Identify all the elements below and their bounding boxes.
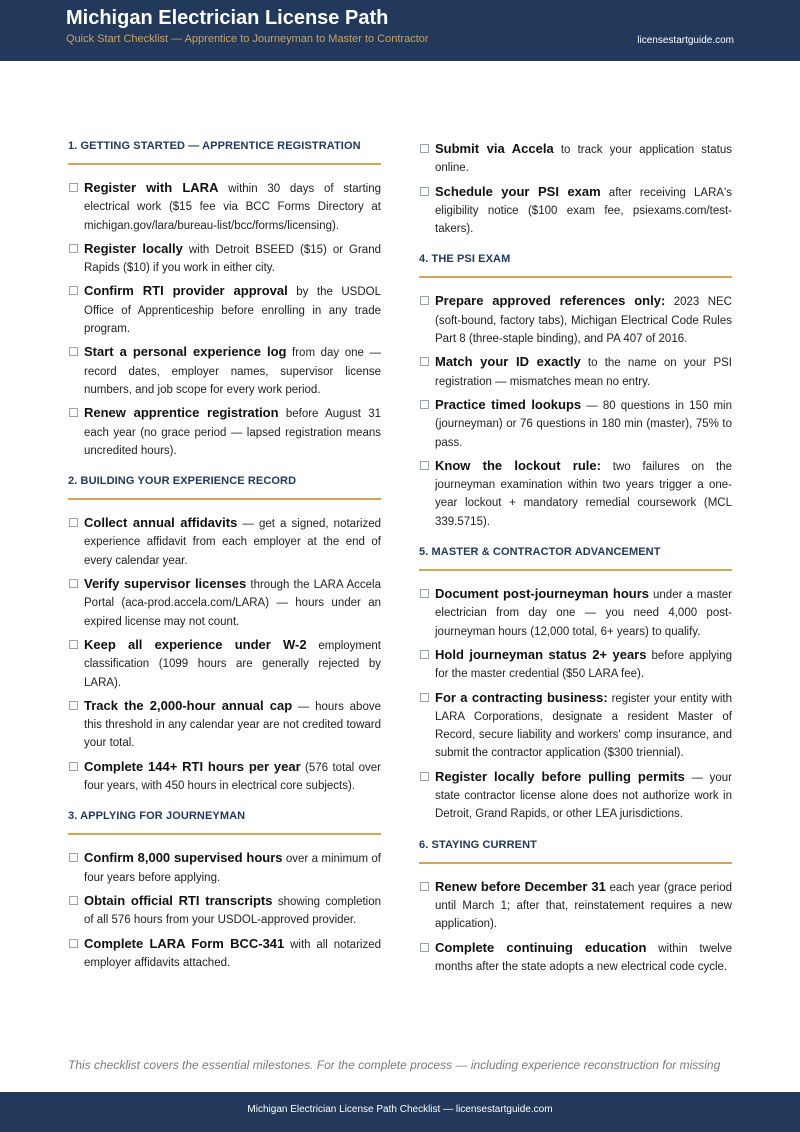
item-text: within 30 days of starting electrical work ($15 fee via BCC Forms Directory at michigan.gov/lara/bureau-list/bcc/forms/licensing). [84,183,382,232]
item-lead: For a contracting business: [435,689,608,705]
checklist-item[interactable] [419,768,732,824]
item-text: within twelve months after the state adopts a new electrical code cycle. [435,942,733,973]
item-lead: Renew before December 31 [435,878,606,894]
section-title: 1. GETTING STARTED — APPRENTICE REGISTRATION [68,140,381,165]
section-applying-journeyman-continued [419,140,732,238]
checklist-item[interactable] [68,758,381,796]
site-url: licensestartguide.com [637,35,734,46]
item-text: through the LARA Accela Portal (aca-prod.accela.com/LARA) — hours under an expired license may not count. [84,579,381,628]
item-text: to track your application status online. [435,144,732,175]
checklist-item[interactable] [419,457,732,531]
checkbox[interactable] [420,461,429,470]
item-text: over a minimum of four years before applying. [84,853,382,884]
section-title: 6. STAYING CURRENT [419,839,732,864]
section-title: 5. MASTER & CONTRACTOR ADVANCEMENT [419,546,732,571]
item-lead: Match your ID exactly [435,354,581,370]
item-lead: Verify supervisor licenses [84,576,247,592]
checklist-item[interactable] [419,292,732,348]
checklist-item[interactable] [419,585,732,641]
item-text: — your state contractor license alone does not authorize work in Detroit, Grand Rapids, or other LEA jurisdictions. [435,771,732,821]
checkbox[interactable] [420,772,429,781]
checkbox[interactable] [420,144,429,153]
item-lead: Prepare approved references only: [435,293,666,309]
right-column [419,140,732,991]
checklist-item[interactable] [419,183,732,239]
checkbox[interactable] [420,400,429,409]
item-lead: Track the 2,000-hour annual cap [84,697,293,713]
item-lead: Register with LARA [84,180,219,195]
item-text: — get a signed, notarized experience affidavit from each employer at the end of every calendar year. [84,518,381,567]
checkbox[interactable] [69,408,78,417]
checkbox[interactable] [69,579,78,588]
item-lead: Register locally before pulling permits [435,768,685,784]
section-staying-current [419,839,732,976]
page-header [0,0,800,61]
item-text: — hours above this threshold in any calendar year are not credited toward your total. [84,700,381,750]
item-text: after receiving LARA's eligibility notice ($100 exam fee, psiexams.com/test-takers). [435,186,732,236]
checklist-item[interactable] [68,404,381,460]
item-text: before applying for the master credential ($50 LARA fee). [435,649,732,681]
checklist-item[interactable] [419,646,732,684]
section-psi-exam [419,253,732,531]
item-text: under a master electrician from day one — you need 4,000 post-journeyman hours (12,000 total, 6+ years) to qualify. [435,589,732,638]
checklist-item[interactable] [68,179,381,235]
checkbox[interactable] [69,853,78,862]
item-text: employment classification (1099 hours are generally rejected by LARA). [84,639,381,689]
item-text: each year (grace period until March 1; after that, reinstatement requires a new application). [435,881,732,931]
item-lead: Keep all experience under W-2 [84,636,307,652]
checkbox[interactable] [420,589,429,598]
item-lead: Complete continuing education [435,939,647,955]
item-text: from day one — record dates, employer names, supervisor license numbers, and job scope for every work period. [84,347,382,396]
item-text: with all notarized employer affidavits attached. [84,938,381,969]
checkbox[interactable] [69,762,78,771]
checkbox[interactable] [420,187,429,196]
item-text: 2023 NEC (soft-bound, factory tabs), Michigan Electrical Code Rules Part 8 (three-staple binding), and PA 407 of 2016. [435,296,732,346]
checkbox[interactable] [69,518,78,527]
checklist-item[interactable] [419,689,732,763]
page-footer [0,1092,800,1132]
item-lead: Practice timed lookups [435,396,582,412]
item-text: two failures on the journeyman examination within two years trigger a one-year lockout + mandatory remedial coursework (MCL 339.5715). [435,460,732,528]
checkbox[interactable] [420,693,429,702]
checklist-item[interactable] [68,343,381,399]
checkbox[interactable] [69,939,78,948]
item-lead: Obtain official RTI transcripts [84,892,273,908]
section-experience-record [68,475,381,795]
item-lead: Register locally [84,240,183,256]
item-lead: Know the lockout rule: [435,457,601,473]
checklist-item[interactable] [419,353,732,391]
checkbox[interactable] [69,640,78,649]
section-title: 4. THE PSI EXAM [419,253,732,278]
item-lead: Start a personal experience log [84,344,287,360]
checkbox[interactable] [69,183,78,192]
item-text: by the USDOL Office of Apprenticeship before enrolling in any trade program. [84,286,381,336]
checklist-item[interactable] [68,892,381,930]
item-lead: Complete 144+ RTI hours per year [84,758,301,774]
section-applying-journeyman [68,810,381,972]
item-lead: Confirm 8,000 supervised hours [84,850,283,866]
page-subtitle: Quick Start Checklist — Apprentice to Journeyman to Master to Contractor [66,33,429,45]
item-lead: Submit via Accela [435,141,554,156]
item-text: (576 total over four years, with 450 hours in electrical core subjects). [84,761,381,793]
checkbox[interactable] [69,347,78,356]
item-text: to the name on your PSI registration — mismatches mean no entry. [435,357,732,388]
checklist-item[interactable] [68,282,381,338]
checkbox[interactable] [420,650,429,659]
checkbox[interactable] [420,943,429,952]
checklist-item[interactable] [419,939,732,977]
item-text: register your entity with LARA Corporations, designate a resident Master of Record, secure liability and workers' comp insurance, and submit the contractor application ($300 triennial). [435,692,732,760]
section-getting-started [68,140,381,460]
item-text: showing completion of all 576 hours from your USDOL-approved provider. [84,895,382,927]
page-title: Michigan Electrician License Path [66,7,389,29]
checklist-item[interactable] [68,697,381,753]
checklist-item[interactable] [419,396,732,452]
item-lead: Complete LARA Form BCC-341 [84,935,285,951]
footer-text: Michigan Electrician License Path Checklist — licensestartguide.com [247,1104,553,1115]
item-lead: Renew apprentice registration [84,405,279,421]
item-text: with Detroit BSEED ($15) or Grand Rapids ($10) if you work in either city. [84,243,381,275]
item-lead: Schedule your PSI exam [435,183,601,199]
section-master-contractor [419,546,732,824]
item-lead: Confirm RTI provider approval [84,283,288,299]
left-column [68,140,381,987]
checkbox[interactable] [420,882,429,891]
section-title: 2. BUILDING YOUR EXPERIENCE RECORD [68,475,381,500]
checkbox[interactable] [69,244,78,253]
closing-note: This checklist covers the essential milestones. For the complete process — including experience reconstruction for missing [68,1058,721,1072]
checkbox[interactable] [420,296,429,305]
section-title: 3. APPLYING FOR JOURNEYMAN [68,810,381,835]
checklist-item[interactable] [419,878,732,934]
checklist-item[interactable] [419,140,732,178]
checklist-item[interactable] [68,575,381,631]
checklist-item[interactable] [68,240,381,278]
checklist-item[interactable] [68,849,381,887]
checklist-item[interactable] [68,636,381,692]
item-text: — 80 questions in 150 min (journeyman) or 76 questions in 180 min (master), 75% to pass. [435,399,732,449]
item-lead: Hold journeyman status 2+ years [435,646,647,662]
checkbox[interactable] [69,701,78,710]
checklist-item[interactable] [68,514,381,570]
checkbox[interactable] [420,357,429,366]
checkbox[interactable] [69,286,78,295]
item-lead: Collect annual affidavits [84,515,238,531]
checkbox[interactable] [69,896,78,905]
checklist-item[interactable] [68,935,381,973]
item-text: before August 31 each year (no grace period — lapsed registration means uncredited hours). [84,408,381,457]
item-lead: Document post-journeyman hours [435,586,649,602]
